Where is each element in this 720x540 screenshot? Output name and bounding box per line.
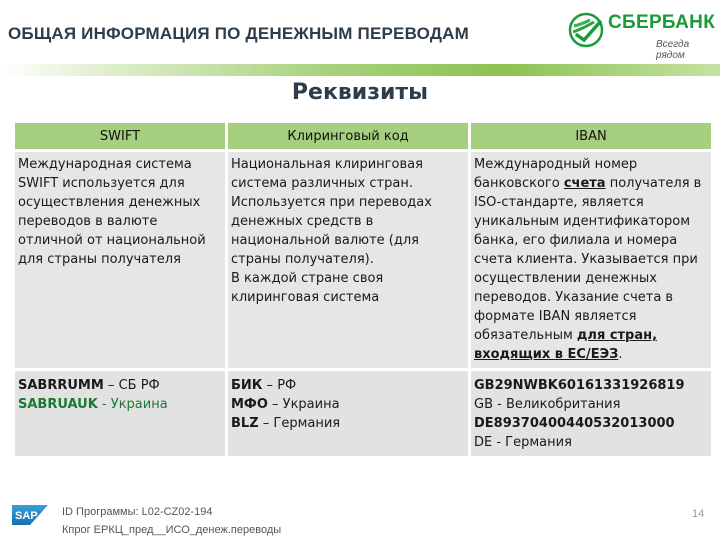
column-header-iban: IBAN: [471, 123, 711, 149]
clearing-country: РФ: [277, 378, 297, 393]
table-row: [15, 371, 711, 456]
logo-name: СБЕРБАНК: [608, 12, 716, 33]
header-divider-band: [0, 64, 720, 76]
cell-iban-description: [471, 152, 711, 368]
swift-code: SABRUAUK: [18, 397, 98, 412]
footer-program-info: [62, 503, 281, 539]
clearing-example: [231, 414, 465, 433]
swift-bank: Украина: [110, 397, 168, 412]
iban-emphasis-account: счета: [563, 176, 606, 191]
clearing-country: Германия: [273, 416, 341, 431]
swift-bank: СБ РФ: [118, 378, 160, 393]
slide-title: Реквизиты: [291, 80, 429, 105]
iban-emphasis-eu: для стран, входящих в ЕС/ЕЭЗ: [474, 328, 658, 362]
sap-logo-text: SAP: [15, 510, 38, 522]
column-header-clearing: Клиринговый код: [228, 123, 468, 149]
iban-text-before: Международный номер банковского: [474, 157, 638, 191]
iban-code: DE89370400440532013000: [474, 416, 675, 431]
iban-text-after: .: [618, 347, 623, 362]
page-number: 14: [692, 508, 705, 520]
cell-swift-examples: [15, 371, 225, 456]
table-row: [15, 152, 711, 368]
clearing-code: BLZ: [231, 416, 259, 431]
sberbank-logo: [566, 8, 716, 61]
clearing-code: МФО: [231, 397, 268, 412]
cell-clearing-description: [228, 152, 468, 368]
clearing-country: Украина: [282, 397, 340, 412]
separator: -: [97, 397, 111, 412]
iban-text-middle: получателя в ISO-стандарте, является уникальным идентификатором банка, его филиала и номера счета клиента. Указывается при осуществлении денежных переводов. Указание счета в формате IBAN является обязательным: [474, 176, 702, 343]
clearing-example: [231, 395, 465, 414]
footer-program-name: Кпрог ЕРКЦ_пред__ИСО_денеж.переводы: [62, 524, 282, 536]
swift-code: SABRRUMM: [18, 378, 104, 393]
separator: –: [258, 416, 274, 431]
cell-swift-description: Международная система SWIFT используется для осуществления денежных переводов в валюте отличной от национальной для страны получателя: [15, 152, 225, 368]
page-header-title: ОБЩАЯ ИНФОРМАЦИЯ ПО ДЕНЕЖНЫМ ПЕРЕВОДАМ: [8, 24, 469, 43]
swift-example: [18, 376, 222, 395]
table-header-row: [15, 123, 711, 149]
sap-logo: [12, 505, 48, 525]
separator: –: [262, 378, 278, 393]
iban-country: GB - Великобритания: [474, 397, 621, 412]
separator: –: [103, 378, 119, 393]
clearing-description-text: Национальная клиринговая система различных стран. Используется при переводах денежных средств в национальной валюте (для страны получателя).: [231, 157, 432, 267]
clearing-code: БИК: [231, 378, 263, 393]
logo-tagline: Всегда рядом: [656, 39, 690, 61]
cell-iban-examples: [471, 371, 711, 456]
swift-example: [18, 395, 222, 414]
column-header-swift: SWIFT: [15, 123, 225, 149]
clearing-example: [231, 376, 465, 395]
iban-country: DE - Германия: [474, 435, 572, 450]
footer-program-id: ID Программы: L02-CZ02-194: [62, 506, 213, 518]
clearing-description-note: В каждой стране своя клиринговая система: [231, 271, 384, 305]
requisites-table: [12, 120, 714, 459]
cell-clearing-examples: [228, 371, 468, 456]
sberbank-checkmark-icon: [568, 12, 604, 48]
iban-code: GB29NWBK60161331926819: [474, 378, 685, 393]
separator: –: [267, 397, 283, 412]
